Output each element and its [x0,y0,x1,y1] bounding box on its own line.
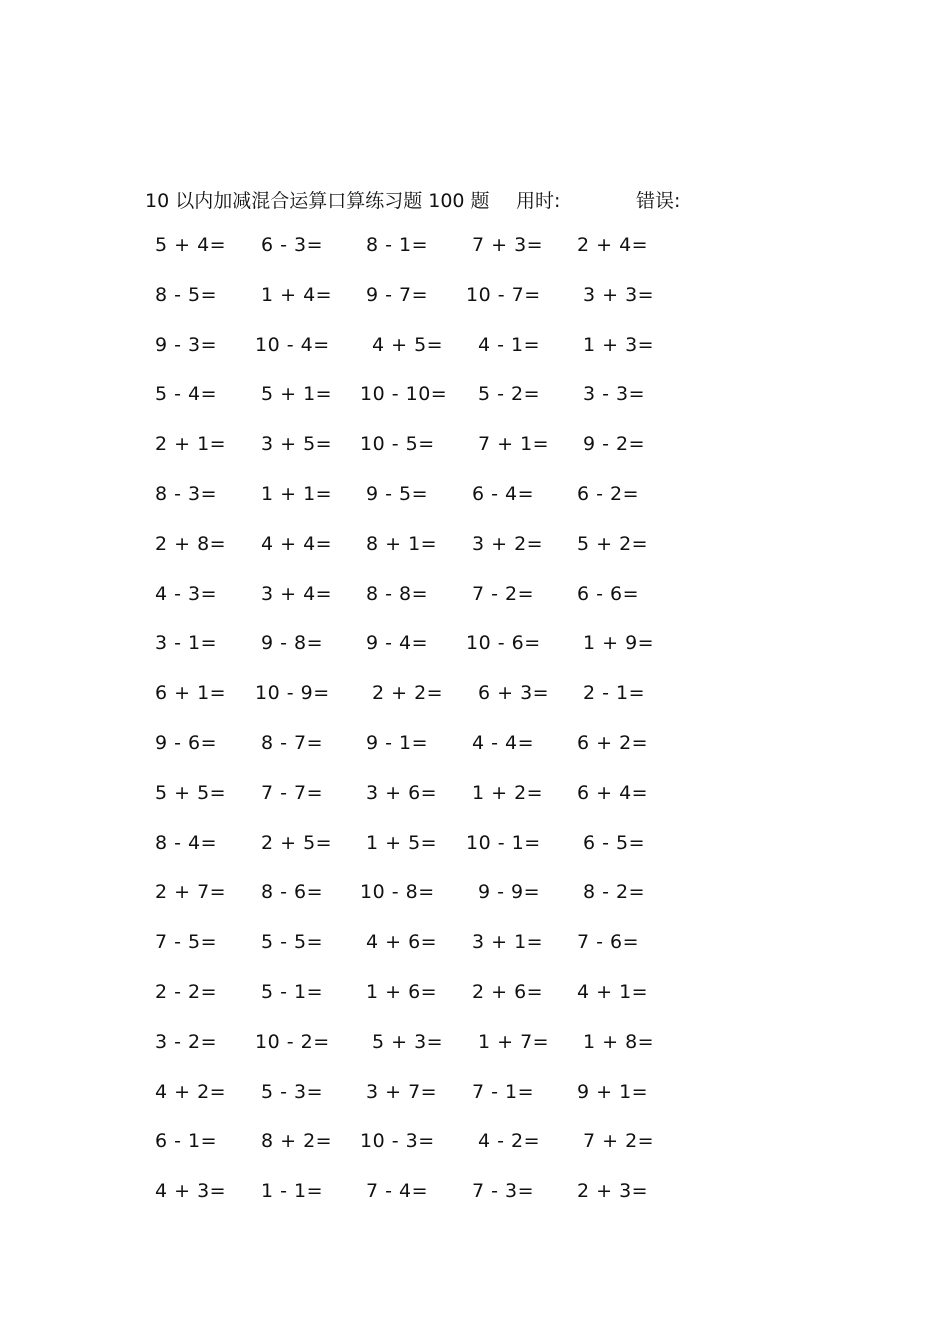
math-problem: 2 + 4= [577,234,649,256]
math-problem: 6 - 5= [583,831,646,854]
math-problem: 4 + 6= [366,931,438,954]
math-problem: 2 + 8= [155,532,227,555]
math-problem: 7 - 2= [472,582,535,605]
worksheet-title: 10 以内加减混合运算口算练习题 100 题 [145,190,490,212]
math-problem: 6 - 1= [155,1130,218,1153]
problem-row [0,881,950,931]
math-problem: 1 + 5= [366,831,438,854]
math-problem: 4 + 4= [261,532,333,555]
math-problem: 5 - 3= [261,1080,324,1103]
math-problem: 10 - 3= [360,1130,435,1153]
problem-row [0,632,950,682]
math-problem: 7 - 6= [577,931,640,954]
math-problem: 10 - 4= [255,333,330,356]
math-problem: 4 + 5= [372,333,444,356]
math-problem: 5 + 5= [155,781,227,804]
problem-row [0,732,950,782]
math-problem: 8 - 8= [366,582,429,605]
math-problem: 4 + 3= [155,1180,227,1203]
problem-row [0,832,950,882]
problem-row [0,1031,950,1081]
math-problem: 6 + 2= [577,731,649,754]
math-problem: 8 - 4= [155,831,218,854]
math-problem: 6 + 1= [155,682,227,705]
math-problem: 8 - 6= [261,881,324,904]
math-problem: 9 - 1= [366,731,429,754]
math-problem: 8 - 3= [155,482,218,505]
math-problem: 3 - 2= [155,1030,218,1053]
math-problem: 9 - 7= [366,283,429,306]
math-problem: 6 - 2= [577,482,640,505]
math-problem: 2 + 5= [261,831,333,854]
math-problem: 5 + 1= [261,383,333,406]
math-problem: 10 - 8= [360,881,435,904]
math-problem: 2 + 7= [155,881,227,904]
math-problem: 1 + 2= [472,781,544,804]
math-problem: 9 - 9= [478,881,541,904]
math-problem: 10 - 7= [466,283,541,306]
math-problem: 9 - 5= [366,482,429,505]
math-problem: 6 + 4= [577,781,649,804]
problem-row [0,981,950,1031]
math-problem: 1 + 9= [583,632,655,655]
problem-row [0,931,950,981]
math-problem: 2 - 2= [155,980,218,1003]
math-problem: 5 + 2= [577,532,649,555]
time-label: 用时: [516,190,561,212]
problem-row [0,583,950,633]
problem-row [0,483,950,533]
math-problem: 8 - 1= [366,234,429,256]
math-problem: 6 - 4= [472,482,535,505]
problem-row [0,284,950,334]
math-problem: 7 - 3= [472,1180,535,1203]
problem-grid [0,234,950,1230]
math-problem: 7 - 1= [472,1080,535,1103]
math-problem: 1 + 6= [366,980,438,1003]
math-problem: 3 + 4= [261,582,333,605]
problem-row [0,234,950,284]
math-problem: 10 - 9= [255,682,330,705]
problem-row [0,782,950,832]
math-problem: 5 - 2= [478,383,541,406]
math-problem: 8 - 7= [261,731,324,754]
math-problem: 3 + 6= [366,781,438,804]
math-problem: 4 - 1= [478,333,541,356]
error-label: 错误: [636,190,681,212]
math-problem: 10 - 1= [466,831,541,854]
math-problem: 2 + 1= [155,433,227,456]
math-problem: 3 + 3= [583,283,655,306]
math-problem: 9 - 4= [366,632,429,655]
math-problem: 5 + 3= [372,1030,444,1053]
math-problem: 1 + 1= [261,482,333,505]
math-problem: 3 + 5= [261,433,333,456]
math-problem: 5 - 4= [155,383,218,406]
math-problem: 7 + 1= [478,433,550,456]
math-problem: 2 + 2= [372,682,444,705]
math-problem: 9 + 1= [577,1080,649,1103]
math-problem: 7 + 2= [583,1130,655,1153]
math-problem: 3 + 2= [472,532,544,555]
math-problem: 4 + 1= [577,980,649,1003]
problem-row [0,1180,950,1230]
math-problem: 2 - 1= [583,682,646,705]
math-problem: 2 + 3= [577,1180,649,1203]
math-problem: 7 - 5= [155,931,218,954]
problem-row [0,334,950,384]
math-problem: 10 - 2= [255,1030,330,1053]
math-problem: 1 + 8= [583,1030,655,1053]
math-problem: 4 - 3= [155,582,218,605]
math-problem: 8 - 5= [155,283,218,306]
math-problem: 4 - 2= [478,1130,541,1153]
math-problem: 9 - 6= [155,731,218,754]
problem-row [0,533,950,583]
math-problem: 7 - 4= [366,1180,429,1203]
math-problem: 3 + 7= [366,1080,438,1103]
problem-row [0,682,950,732]
math-problem: 3 + 1= [472,931,544,954]
math-problem: 7 + 3= [472,234,544,256]
math-problem: 10 - 5= [360,433,435,456]
math-problem: 1 + 4= [261,283,333,306]
math-problem: 5 + 4= [155,234,227,256]
math-problem: 1 + 3= [583,333,655,356]
problem-row [0,433,950,483]
math-problem: 6 - 6= [577,582,640,605]
math-problem: 2 + 6= [472,980,544,1003]
math-problem: 3 - 1= [155,632,218,655]
math-problem: 8 - 2= [583,881,646,904]
math-problem: 7 - 7= [261,781,324,804]
math-problem: 6 + 3= [478,682,550,705]
math-problem: 10 - 10= [360,383,448,406]
worksheet-header [0,186,950,216]
math-problem: 1 - 1= [261,1180,324,1203]
math-problem: 10 - 6= [466,632,541,655]
math-problem: 4 + 2= [155,1080,227,1103]
math-problem: 9 - 8= [261,632,324,655]
math-problem: 9 - 2= [583,433,646,456]
math-problem: 8 + 2= [261,1130,333,1153]
math-problem: 8 + 1= [366,532,438,555]
math-problem: 1 + 7= [478,1030,550,1053]
problem-row [0,1130,950,1180]
problem-row [0,1081,950,1131]
math-problem: 4 - 4= [472,731,535,754]
problem-row [0,383,950,433]
math-problem: 5 - 1= [261,980,324,1003]
math-problem: 5 - 5= [261,931,324,954]
math-problem: 6 - 3= [261,234,324,256]
math-problem: 9 - 3= [155,333,218,356]
math-problem: 3 - 3= [583,383,646,406]
